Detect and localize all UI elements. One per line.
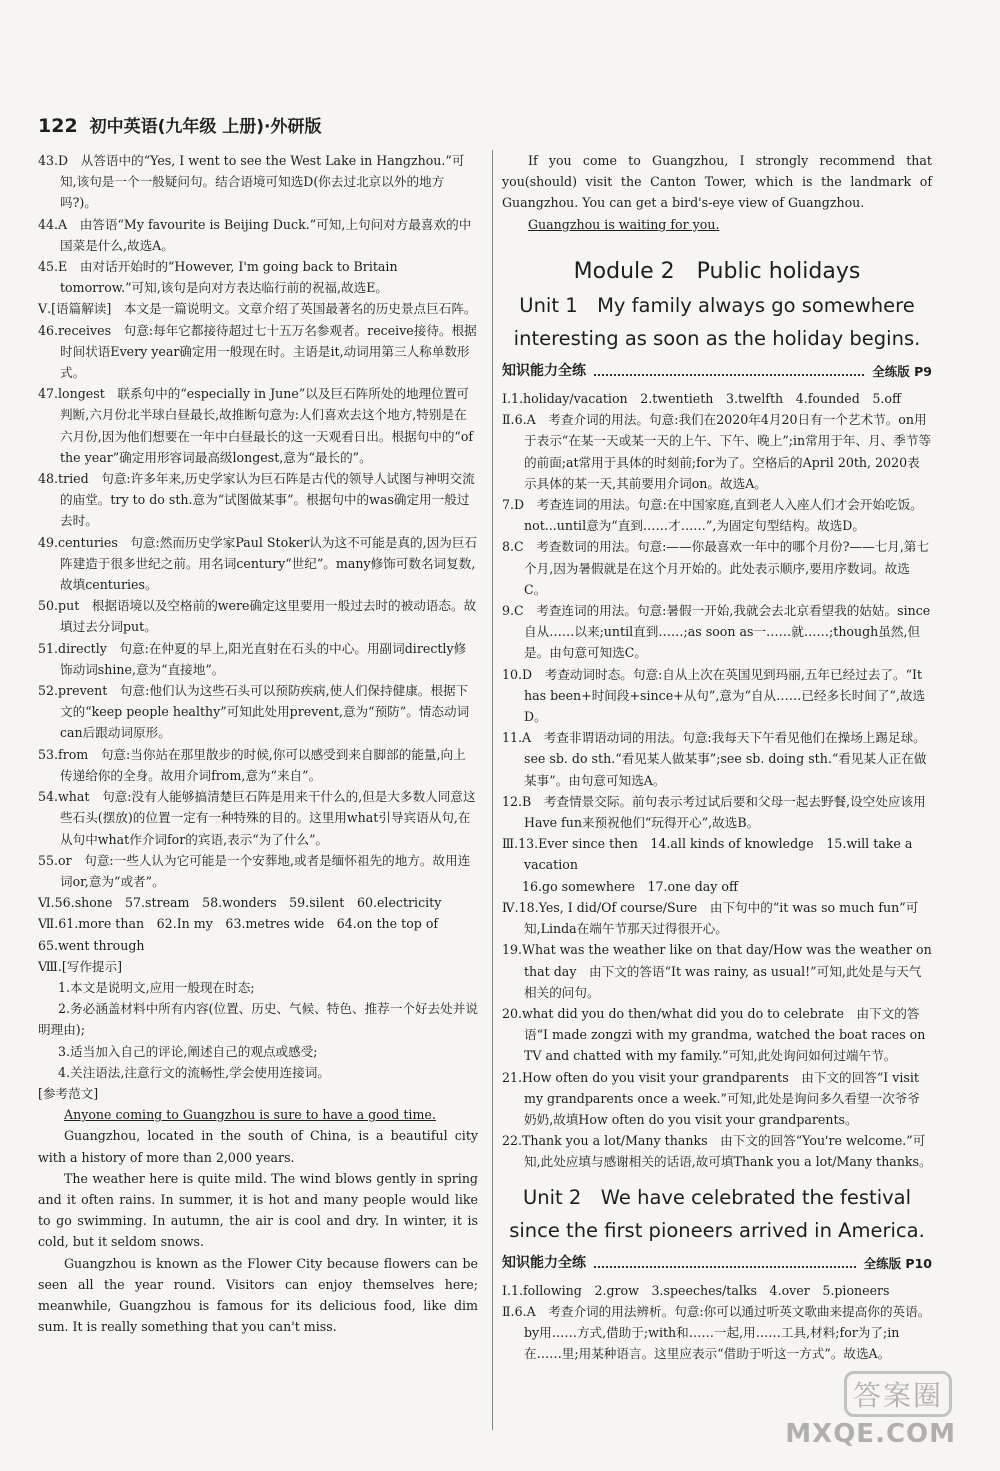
answer-paragraph: 55.or 句意:一些人认为它可能是一个安葬地,或者是缅怀祖先的地方。故用连词or,意为“或者”。	[38, 852, 471, 889]
answer-paragraph: 20.what did you do then/what did you do to celebrate 由下文的答语“I made zongzi with my grandma, watched the boat races on TV and chatted with my family.”可知,此处询问如何过端午节。	[502, 1005, 926, 1064]
module-title: Module 2 Public holidays	[573, 258, 861, 284]
answer-paragraph: Ⅶ.61.more than 62.In my 63.metres wide 64.on the top of	[38, 916, 439, 932]
answer-paragraph: 44.A 由答语“My favourite is Beijing Duck.”可知,上句问对方最喜欢的中国菜是什么,故选A。	[38, 216, 472, 253]
answer-paragraph: Ⅷ.[写作提示]	[38, 958, 123, 974]
answer-paragraph: Ⅲ.13.Ever since then 14.all kinds of knowledge 15.will take a vacation	[502, 836, 913, 873]
answer-paragraph: 48.tried 句意:许多年来,历史学家认为巨石阵是古代的领导人试图与神明交流的庙堂。try to do sth.意为“试图做某事”。根据句中的was确定用一般过去时。	[38, 471, 475, 529]
unit1-answers	[502, 388, 932, 1173]
page-number: 122	[38, 115, 78, 137]
answer-paragraph: 47.longest 联系句中的“especially in June”以及巨石阵所处的地理位置可判断,六月份北半球白昼最长,故推断句意为:人们喜欢去这个地方,特别是在六月份,因为他们想要在一年中白昼最长的这一天观看日出。根据句中的“of the year”确定用形容词最高级longest,意为“最长的”。	[38, 386, 474, 465]
section-page-ref: 全练版 P9	[872, 363, 932, 379]
answer-paragraph: Ⅰ.1.following 2.grow 3.speeches/talks 4.over 5.pioneers	[502, 1282, 890, 1298]
section-label: 知识能力全练	[502, 1254, 586, 1271]
answer-paragraph: The weather here is quite mild. The wind blows gently in spring and it often rains. In summer, it is hot and many people would like to go swimming. In autumn, the air is cool and dry. In winter, it is cold, but it seldom snows.	[38, 1170, 478, 1250]
section-label: 知识能力全练	[502, 362, 586, 379]
answer-paragraph: 7.D 考查连词的用法。句意:在中国家庭,直到老人入座人们才会开始吃饭。not...until意为“直到……才……”,为固定句型结构。故选D。	[502, 497, 923, 534]
answer-paragraph: Ⅱ.6.A 考查介词的用法。句意:我们在2020年4月20日有一个艺术节。on用于表示“在某一天或某一天的上午、下午、晚上”;in常用于年、月、季节等的前面;at常用于具体的时刻前;for为了。空格后的April 20th, 2020表示具体的某一天,其前要用介词on。故选A。	[502, 412, 932, 491]
page-header	[38, 112, 322, 137]
answer-paragraph: Ⅵ.56.shone 57.stream 58.wonders 59.silent 60.electricity	[38, 895, 442, 911]
answer-paragraph: 65.went through	[38, 937, 145, 953]
answer-paragraph: 50.put 根据语境以及空格前的were确定这里要用一般过去时的被动语态。故填过去分词put。	[38, 598, 477, 635]
section-page-ref: 全练版 P10	[863, 1255, 932, 1271]
answer-paragraph: 10.D 考查动词时态。句意:自从上次在英国见到玛丽,五年已经过去了。“It has been+时间段+since+从句”,意为“自从……已经多长时间了”,故选D。	[502, 666, 926, 725]
book-title: 初中英语(九年级 上册)·外研版	[89, 117, 322, 137]
column-divider	[492, 150, 493, 1430]
answer-paragraph: 4.关注语法,注意行文的流畅性,学会使用连接词。	[58, 1064, 330, 1080]
watermark-logo	[785, 1379, 982, 1461]
answer-paragraph: 3.适当加入自己的评论,阐述自己的观点或感受;	[58, 1043, 318, 1059]
answer-paragraph: 46.receives 句意:每年它都接待超过七十五万名参观者。receive接待。根据时间状语Every year确定用一般现在时。主语是it,动词用第三人称单数形式。	[38, 322, 477, 381]
answer-paragraph: 19.What was the weather like on that day/How was the weather on that day 由下文的答语“It was rainy, as usual!”可知,此处是与天气相关的问句。	[502, 942, 932, 1000]
answer-paragraph: 12.B 考查情景交际。前句表示考过试后要和父母一起去野餐,设空处应该用Have fun来预祝他们“玩得开心”,故选B。	[502, 793, 926, 831]
right-column	[502, 150, 932, 1365]
answer-paragraph: 21.How often do you visit your grandparents 由下文的回答“I visit my grandparents once a week.”可知,此处是询问多久看望一次爷爷奶奶,故填How often do you visit your grandparents。	[502, 1069, 920, 1127]
answer-paragraph: 16.go somewhere 17.one day off	[522, 878, 738, 894]
answer-paragraph: Guangzhou is waiting for you.	[528, 216, 720, 232]
answer-paragraph: Anyone coming to Guangzhou is sure to have a good time.	[64, 1107, 436, 1123]
answer-paragraph: If you come to Guangzhou, I strongly recommend that you(should) visit the Canton Tower, which is the landmark of Guangzhou. You can get a bird's-eye view of Guangzhou.	[502, 153, 932, 211]
watermark-url: MXQE.COM	[785, 1419, 956, 1449]
answer-paragraph: Ⅰ.1.holiday/vacation 2.twentieth 3.twelfth 4.founded 5.off	[502, 391, 901, 407]
answer-paragraph: 45.E 由对话开始时的“However, I'm going back to Britain tomorrow.”可知,该句是向对方表达临行前的祝福,故选E。	[38, 259, 398, 296]
left-column	[38, 150, 478, 1337]
unit1-title-line1: Unit 1 My family always go somewhere	[519, 293, 915, 317]
unit2-title-line2: since the first pioneers arrived in America.	[509, 1218, 925, 1242]
answer-paragraph: 2.务必涵盖材料中所有内容(位置、历史、气候、特色、推荐一个好去处并说明理由);	[38, 1001, 478, 1038]
answer-paragraph: Guangzhou, located in the south of China, is a beautiful city with a history of more than 2,000 years.	[38, 1128, 478, 1165]
answer-paragraph: 51.directly 句意:在仲夏的早上,阳光直射在石头的中心。用副词directly修饰动词shine,意为“直接地”。	[38, 640, 467, 677]
unit1-title-line2: interesting as soon as the holiday begins.	[513, 326, 921, 350]
unit2-answers	[502, 1280, 932, 1365]
answer-paragraph: 52.prevent 句意:他们认为这些石头可以预防疾病,使人们保持健康。根据下文的“keep people healthy”可知此处用prevent,意为“预防”。情态动词can后跟动词原形。	[38, 683, 470, 741]
essay-continuation	[502, 150, 932, 235]
watermark-text: 答案圈	[844, 1371, 952, 1417]
unit2-title-line1: Unit 2 We have celebrated the festival	[522, 1185, 912, 1209]
answer-paragraph: Ⅱ.6.A 考查介词的用法辨析。句意:你可以通过听英文歌曲来提高你的英语。by用……方式,借助于;with和……一起,用……工具,材料;for为了;in在……里;用某种语言。这里应表示“借助于听这一方式”。故选A。	[502, 1303, 931, 1362]
answer-paragraph: 11.A 考查非谓语动词的用法。句意:我每天下午看见他们在操场上踢足球。see sb. do sth.“看见某人做某事”;see sb. doing sth.“看见某人正在做某事”。由句意可知选A。	[502, 730, 927, 788]
answer-paragraph: 54.what 句意:没有人能够搞清楚巨石阵是用来干什么的,但是大多数人同意这些石头(摆放)的位置一定有一种特殊的目的。这里用what引导宾语从句,在从句中what作介词for的宾语,表示“为了什么”。	[38, 789, 476, 847]
unit1-section-header	[502, 361, 932, 382]
answer-paragraph: 43.D 从答语中的“Yes, I went to see the West Lake in Hangzhou.”可知,该句是一个一般疑问句。结合语境可知选D(你去过北京以外的地方吗?)。	[38, 153, 465, 211]
dotted-leader	[594, 1258, 856, 1268]
answer-paragraph: [参考范文]	[38, 1085, 99, 1101]
answer-paragraph: 22.Thank you a lot/Many thanks 由下文的回答“You're welcome.”可知,此处应填与感谢相关的话语,故可填Thank you a lot/Many thanks。	[502, 1133, 932, 1170]
answer-paragraph: Ⅳ.18.Yes, I did/Of course/Sure 由下句中的“it was so much fun”可知,Linda在端午节那天过得很开心。	[502, 899, 919, 937]
answer-paragraph: Guangzhou is known as the Flower City because flowers can be seen all the year round. Visitors can enjoy themselves here; meanwhile, Guangzhou is famous for its delicious food, like dim sum. It is really something that you can't miss.	[38, 1255, 478, 1335]
answer-paragraph: 8.C 考查数词的用法。句意:——你最喜欢一年中的哪个月份?——七月,第七个月,因为暑假就是在这个月开始的。此处表示顺序,要用序数词。故选C。	[502, 539, 930, 597]
answer-paragraph: 1.本文是说明文,应用一般现在时态;	[58, 979, 255, 995]
dotted-leader	[594, 366, 864, 376]
answer-paragraph: 49.centuries 句意:然而历史学家Paul Stoker认为这不可能是真的,因为巨石阵建造于很多世纪之前。用名词century“世纪”。many修饰可数名词复数,故填centuries。	[38, 534, 478, 593]
answer-paragraph: Ⅴ.[语篇解读] 本文是一篇说明文。文章介绍了英国最著名的历史景点巨石阵。	[38, 301, 477, 317]
answer-paragraph: 53.from 句意:当你站在那里散步的时候,你可以感受到来自脚部的能量,向上传递给你的全身。故用介词from,意为“来自”。	[38, 746, 466, 783]
unit2-section-header	[502, 1253, 932, 1274]
answer-paragraph: 9.C 考查连词的用法。句意:暑假一开始,我就会去北京看望我的姑姑。since自从……以来;until直到……;as soon as一……就……;though虽然,但是。由句意可知选C。	[502, 603, 931, 661]
